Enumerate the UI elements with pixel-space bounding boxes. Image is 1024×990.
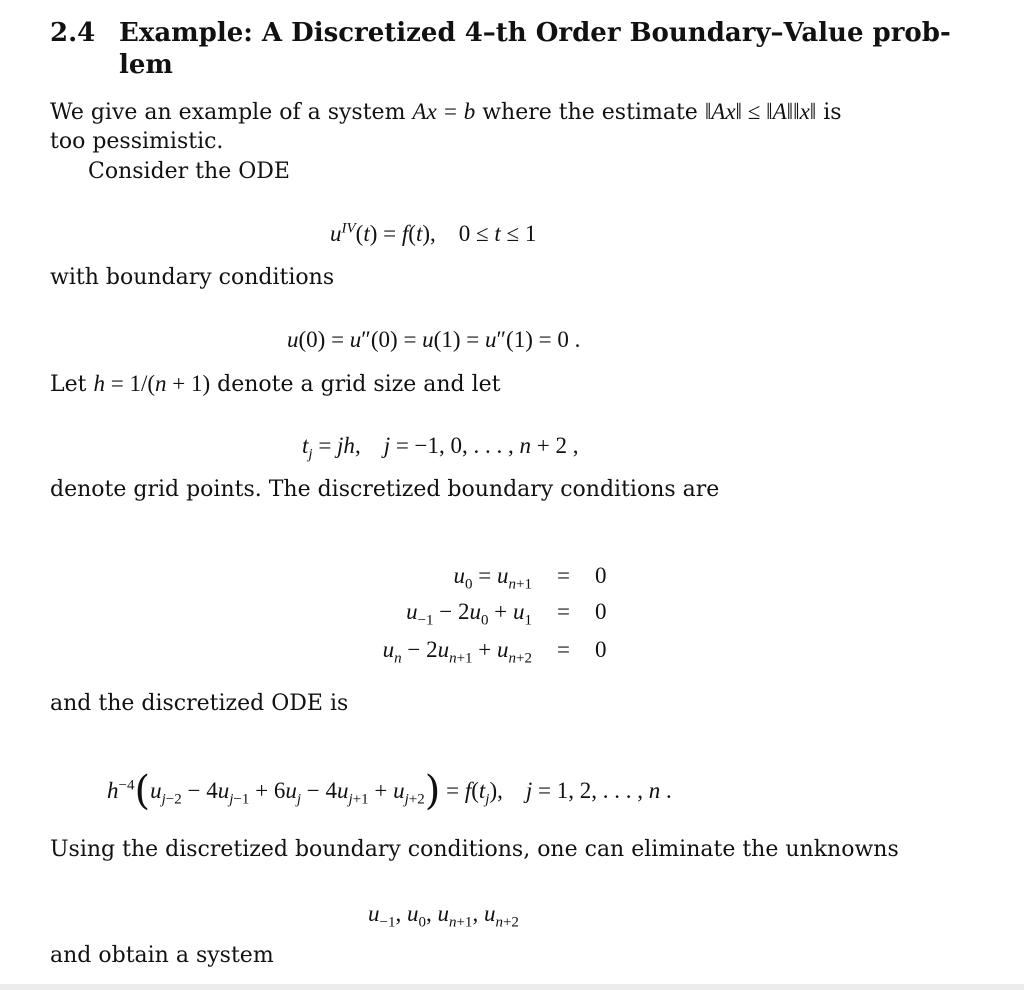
discrete-bc-row3-lhs: $u_n - 2u_{n+1} + u_{n+2}$	[382, 637, 532, 667]
intro-text-start: We give an example of a system	[50, 100, 413, 125]
equation-ode: $u^{IV}(t) = f(t)$, 0 ≤ t ≤ 1	[330, 220, 537, 246]
math-axb: Ax = b	[412, 99, 476, 124]
denote-points-text: denote grid points. The discretized boundary conditions are	[50, 477, 720, 502]
equation-boundary-conditions: u(0) = u″(0) = u(1) = u″(1) = 0 .	[287, 327, 581, 352]
obtain-system-text: and obtain a system	[50, 943, 274, 968]
equation-discretized-ode: $h^{-4}(u_{j-2} - 4u_{j-1} + 6u_j - 4u_{j+1} + u_{j+2}) = f(t_j)$, j = 1, 2, . . . , n .	[107, 768, 672, 814]
page-bottom-edge	[0, 984, 1024, 990]
discrete-bc-row3-rhs: 0	[595, 637, 607, 662]
discrete-bc-row2-rel: =	[557, 599, 570, 624]
equation-grid-points: $t_j$ = jh, j = −1, 0, . . . , n + 2 ,	[302, 433, 579, 463]
consider-ode-text: Consider the ODE	[88, 159, 290, 184]
discrete-bc-row1-rel: =	[557, 563, 570, 588]
using-bc-text: Using the discretized boundary conditions, one can eliminate the unknowns	[50, 837, 899, 862]
intro-paragraph-line2: too pessimistic.	[50, 129, 224, 154]
let-h-paragraph	[50, 369, 501, 400]
discrete-bc-row1-rhs: 0	[595, 563, 607, 588]
section-number: 2.4	[50, 18, 96, 48]
let-h-text-start: Let	[50, 372, 94, 397]
with-bc-text: with boundary conditions	[50, 265, 335, 290]
section-title-line2: lem	[119, 50, 173, 80]
equation-unknowns: $u_{-1}$, $u_0$, $u_{n+1}$, $u_{n+2}$	[368, 901, 519, 931]
intro-text-end: is	[816, 100, 842, 125]
math-norm-estimate: ‖Ax‖ ≤ ‖A‖‖x‖	[704, 99, 817, 124]
discrete-bc-row2-rhs: 0	[595, 599, 607, 624]
intro-text-mid: where the estimate	[475, 100, 705, 125]
let-h-text-end: denote a grid size and let	[210, 372, 501, 397]
discrete-bc-row3-rel: =	[557, 637, 570, 662]
discrete-bc-row1-lhs: $u_0 = u_{n+1}$	[453, 563, 532, 593]
section-title-line1: Example: A Discretized 4–th Order Boundary–Value prob-	[119, 18, 951, 48]
discrete-bc-row2-lhs: $u_{-1} - 2u_0 + u_1$	[406, 599, 532, 629]
and-discretized-ode-text: and the discretized ODE is	[50, 691, 349, 716]
intro-paragraph-line1	[50, 97, 842, 128]
math-h-definition: h = 1/(n + 1)	[93, 371, 211, 396]
